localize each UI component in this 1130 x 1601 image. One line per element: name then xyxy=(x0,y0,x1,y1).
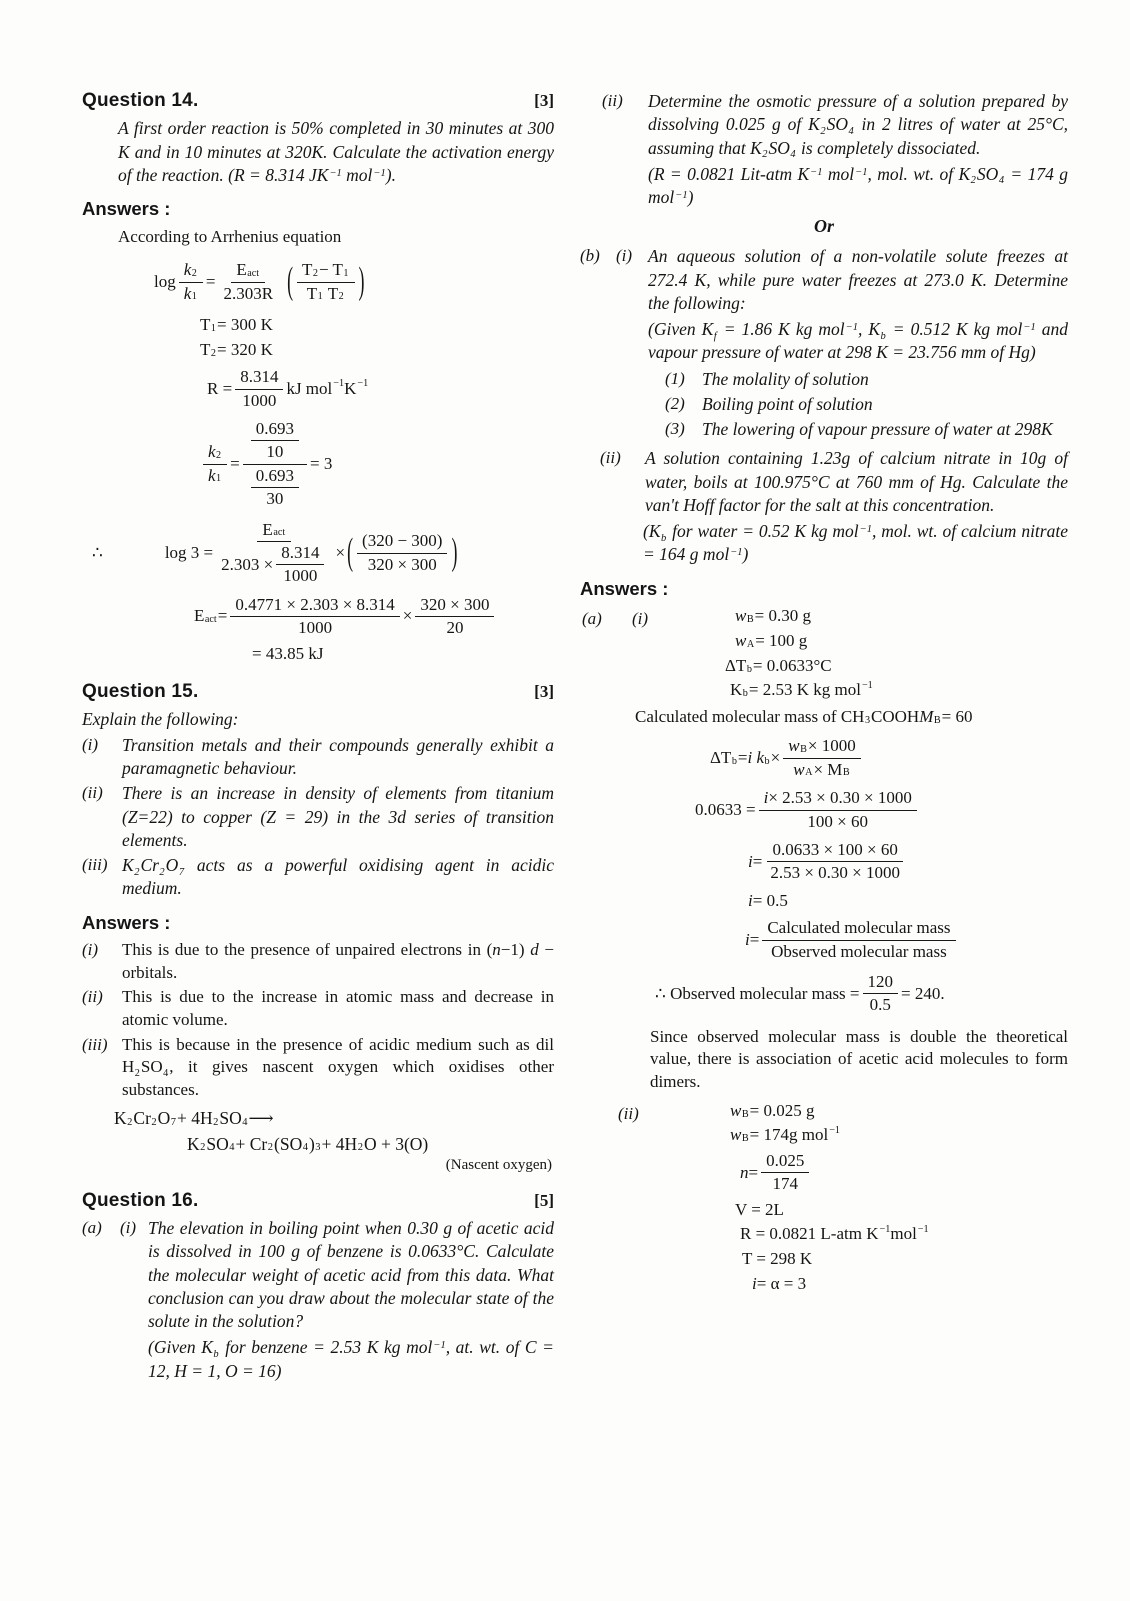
answers-16-part-a xyxy=(580,605,1068,1093)
question-16-item xyxy=(82,1217,554,1383)
item-text: A solution containing 1.23g of calcium nitrate in 10g of water, boils at 100.975°C at 760 mm of Hg. Calculate the van't Hoff factor for the salt at this concentration. xyxy=(645,448,1068,515)
question-16-text: The elevation in boiling point when 0.30 g of acetic acid is dissolved in 100 g of benzene is 0.0633°C. Calculate the molecular weight of acetic acid from this data. What conclusion can you draw about the molecular state of the solute in the solution? xyxy=(148,1218,554,1332)
right-column xyxy=(580,88,1068,1601)
equation2-v: V = 2L xyxy=(735,1199,784,1219)
item-text: An aqueous solution of a non-volatile solute freezes at 272.4 K, while pure water freezes at 273.0 K. Determine the following: xyxy=(648,246,1068,313)
question-16-heading-row xyxy=(82,1188,554,1213)
item-label-b: (b) xyxy=(580,246,600,266)
subitem-1 xyxy=(665,368,1068,391)
answers-16-label: Answers : xyxy=(580,577,669,599)
equation2-n: n = $\frac{0.025}{174}$ xyxy=(740,1151,1068,1195)
item-label-a: (a) xyxy=(82,1218,102,1238)
part-ii-label: (ii) xyxy=(618,1103,639,1123)
answer-15-item-ii xyxy=(82,986,554,1031)
question-16-marks: [5] xyxy=(534,1190,554,1210)
item-label: (ii) xyxy=(602,91,623,110)
answers-14-label: Answers : xyxy=(82,198,171,220)
item-text: This is because in the presence of acidic medium such as dil $H_2SO_4$, it gives nascent oxygen which oxidises other substances. xyxy=(122,1034,554,1099)
equation2-i: i = α = 3 xyxy=(752,1273,807,1293)
answers-16-part-ii xyxy=(580,1100,1068,1295)
equation2-mb: w B = 174g mol −1 xyxy=(730,1124,841,1145)
subitem-text: Boiling point of solution xyxy=(702,393,873,414)
question-16-title: Question 16. xyxy=(82,1189,199,1211)
answer-16-conclusion: Since observed molecular mass is double the theoretical value, there is association of acetic acid molecules to form dimers. xyxy=(650,1026,1068,1092)
equation-arrhenius: log k 2 k 1 = E act 2.303R ( T 2 − T 1 T 1 T 2 ) xyxy=(154,258,365,303)
left-column xyxy=(82,88,554,1601)
subitem-3 xyxy=(665,418,1068,441)
item-text: This is due to the increase in atomic mass and decrease in atomic volume. xyxy=(122,987,554,1029)
equation-t1: T 1 = 300 K xyxy=(200,315,273,335)
equation-0633: 0.0633 = i × 2.53 × 0.30 × 1000 100 × 60 xyxy=(695,788,1068,832)
question-15-marks: [3] xyxy=(534,682,554,702)
question-a-ii-given: (R = 0.0821 Lit-atm $K^{-1}$ mol$^{-1}$, mol. wt. of $K_2SO_4 = 174$ g mol$^{-1}$) xyxy=(648,163,1068,208)
answers-15-label: Answers : xyxy=(82,911,171,933)
question-15-item-iii xyxy=(82,854,554,901)
equation2-wb: w B = 0.025 g xyxy=(730,1100,815,1120)
equation-wb: w B = 0.30 g xyxy=(735,606,811,626)
equation-eact-result: = 43.85 kJ xyxy=(252,643,324,663)
equation-i-fraction: i = $\frac{0.0633 \times 100 \times 60}{2.53 \times 0.30 \times 1000}$ xyxy=(748,840,1068,884)
item-label: (iii) xyxy=(82,1034,108,1054)
question-b-i-given: (Given $K_f = 1.86$ K kg mol$^{-1}$, $K_b = 0.512$ K kg mol$^{-1}$ and vapour pressure of water at 298 K = 23.756 mm of Hg) xyxy=(648,319,1069,363)
item-body xyxy=(148,1217,554,1383)
subitem-label: (1) xyxy=(665,368,685,388)
equation-wa: w A = 100 g xyxy=(735,630,808,650)
item-label-i: (i) xyxy=(120,1218,137,1238)
question-16-given: (Given $K_b$ for benzene = 2.53 K kg mol$^{-1}$, at. wt. of C = 12, H = 1, O = 16) xyxy=(148,1337,554,1381)
equation-t2: T 2 = 320 K xyxy=(200,339,273,359)
equation-i-ratio: i = Calculated molecular mass Observed molecular mass xyxy=(745,918,1068,962)
item-label: (ii) xyxy=(82,987,103,1007)
answer-15-item-i xyxy=(82,939,554,984)
item-label: (iii) xyxy=(82,855,108,875)
item-text: $K_2Cr_2O_7$ acts as a powerful oxidising agent in acidic medium. xyxy=(122,855,554,899)
question-b-ii xyxy=(580,447,1068,517)
question-a-ii xyxy=(580,90,1068,160)
equation-dtb: ΔT b = 0.0633°C xyxy=(725,655,832,675)
equation-i-value: i = 0.5 xyxy=(748,890,788,910)
reaction-note: (Nascent oxygen) xyxy=(445,1156,552,1173)
item-label: (ii) xyxy=(82,783,103,803)
equation-eact: E act = $\frac{0.4771 \times 2.303 \times 8.314}{1000}$ × $\frac{320 \times 300}{20}$ xyxy=(194,595,554,639)
item-label: (i) xyxy=(82,734,99,754)
answer-15-item-iii xyxy=(82,1034,554,1102)
question-15-intro: Explain the following: xyxy=(82,709,239,730)
reaction-equation-line1: K 2 Cr 2 O 7 + 4H 2 SO 4 ⟶ xyxy=(114,1108,274,1129)
equation-kb: K b = 2.53 K kg mol −1 xyxy=(730,679,873,700)
item-text: Transition metals and their compounds generally exhibit a paramagnetic behaviour. xyxy=(122,734,554,778)
equation-k-ratio: k 2 k 1 = 0.693 10 0.693 30 = 3 xyxy=(200,419,554,510)
equation-log3: ∴ log 3 = E act 2.303 × $\frac{8.314}{1000}$ × ( (320 − 300) 320 × 300 ) xyxy=(92,519,458,586)
item-label: (i) xyxy=(82,940,99,960)
question-15-title: Question 15. xyxy=(82,681,199,703)
question-15-item-i xyxy=(82,734,554,781)
item-label: (ii) xyxy=(600,448,621,468)
equation2-r: R = 0.0821 L-atm K −1 mol −1 xyxy=(740,1223,929,1244)
answers-14-intro: According to Arrhenius equation xyxy=(118,226,342,246)
question-14-marks: [3] xyxy=(534,91,554,110)
question-15-heading-row xyxy=(82,679,554,704)
equation-r: R = $\frac{8.314}{1000}$ kJ mol −1 K −1 xyxy=(207,367,369,410)
equation-calc-mass: Calculated molecular mass of CH 3 COOH M B = 60 xyxy=(635,706,973,726)
part-a-label: (a) xyxy=(582,609,602,629)
part-i-label: (i) xyxy=(632,609,649,629)
item-text: There is an increase in density of elements from titanium (Z=22) to copper (Z = 29) in the 3d series of transition elements. xyxy=(122,783,554,850)
or-separator: Or xyxy=(813,216,834,237)
equation-dtb-formula: ΔT b = i k b × w B × 1000 w A × M B xyxy=(710,736,1068,780)
question-b-ii-given: ($K_b$ for water = 0.52 K kg mol$^{-1}$, mol. wt. of calcium nitrate = 164 g mol$^{-1}$) xyxy=(643,521,1068,565)
subitem-2 xyxy=(665,393,1068,416)
question-14-title: Question 14. xyxy=(82,90,199,111)
subitem-text: The molality of solution xyxy=(702,368,869,389)
subitem-label: (3) xyxy=(665,419,685,439)
question-14-text: A first order reaction is 50% completed in 30 minutes at 300 K and in 10 minutes at 320K. Calculate the activation energy of the reaction. (R = 8.314 $JK^{-1}$ mol$^{-1}$). xyxy=(118,118,554,185)
subitem-text: The lowering of vapour pressure of water at 298K xyxy=(702,419,1053,440)
item-text: Determine the osmotic pressure of a solution prepared by dissolving 0.025 g of $K_2SO_4$ in 2 litres of water at 25°C, assuming that $K_2SO_4$ is completely dissociated. xyxy=(648,91,1068,161)
equation2-t: T = 298 K xyxy=(742,1248,813,1268)
reaction-equation-line2: K 2 SO 4 + Cr 2 (SO 4 ) 3 + 4H 2 O + 3(O) xyxy=(187,1133,429,1154)
subitem-label: (2) xyxy=(665,393,685,413)
equation-observed-mass: ∴ Observed molecular mass = $\frac{120}{0.5}$ = 240. xyxy=(655,972,945,1015)
item-label-i: (i) xyxy=(616,246,633,266)
question-b-i xyxy=(580,245,1068,315)
question-14-heading-row xyxy=(82,88,554,113)
question-15-item-ii xyxy=(82,782,554,852)
item-text: This is due to the presence of unpaired electrons in (n−1) d − orbitals. xyxy=(122,940,555,982)
